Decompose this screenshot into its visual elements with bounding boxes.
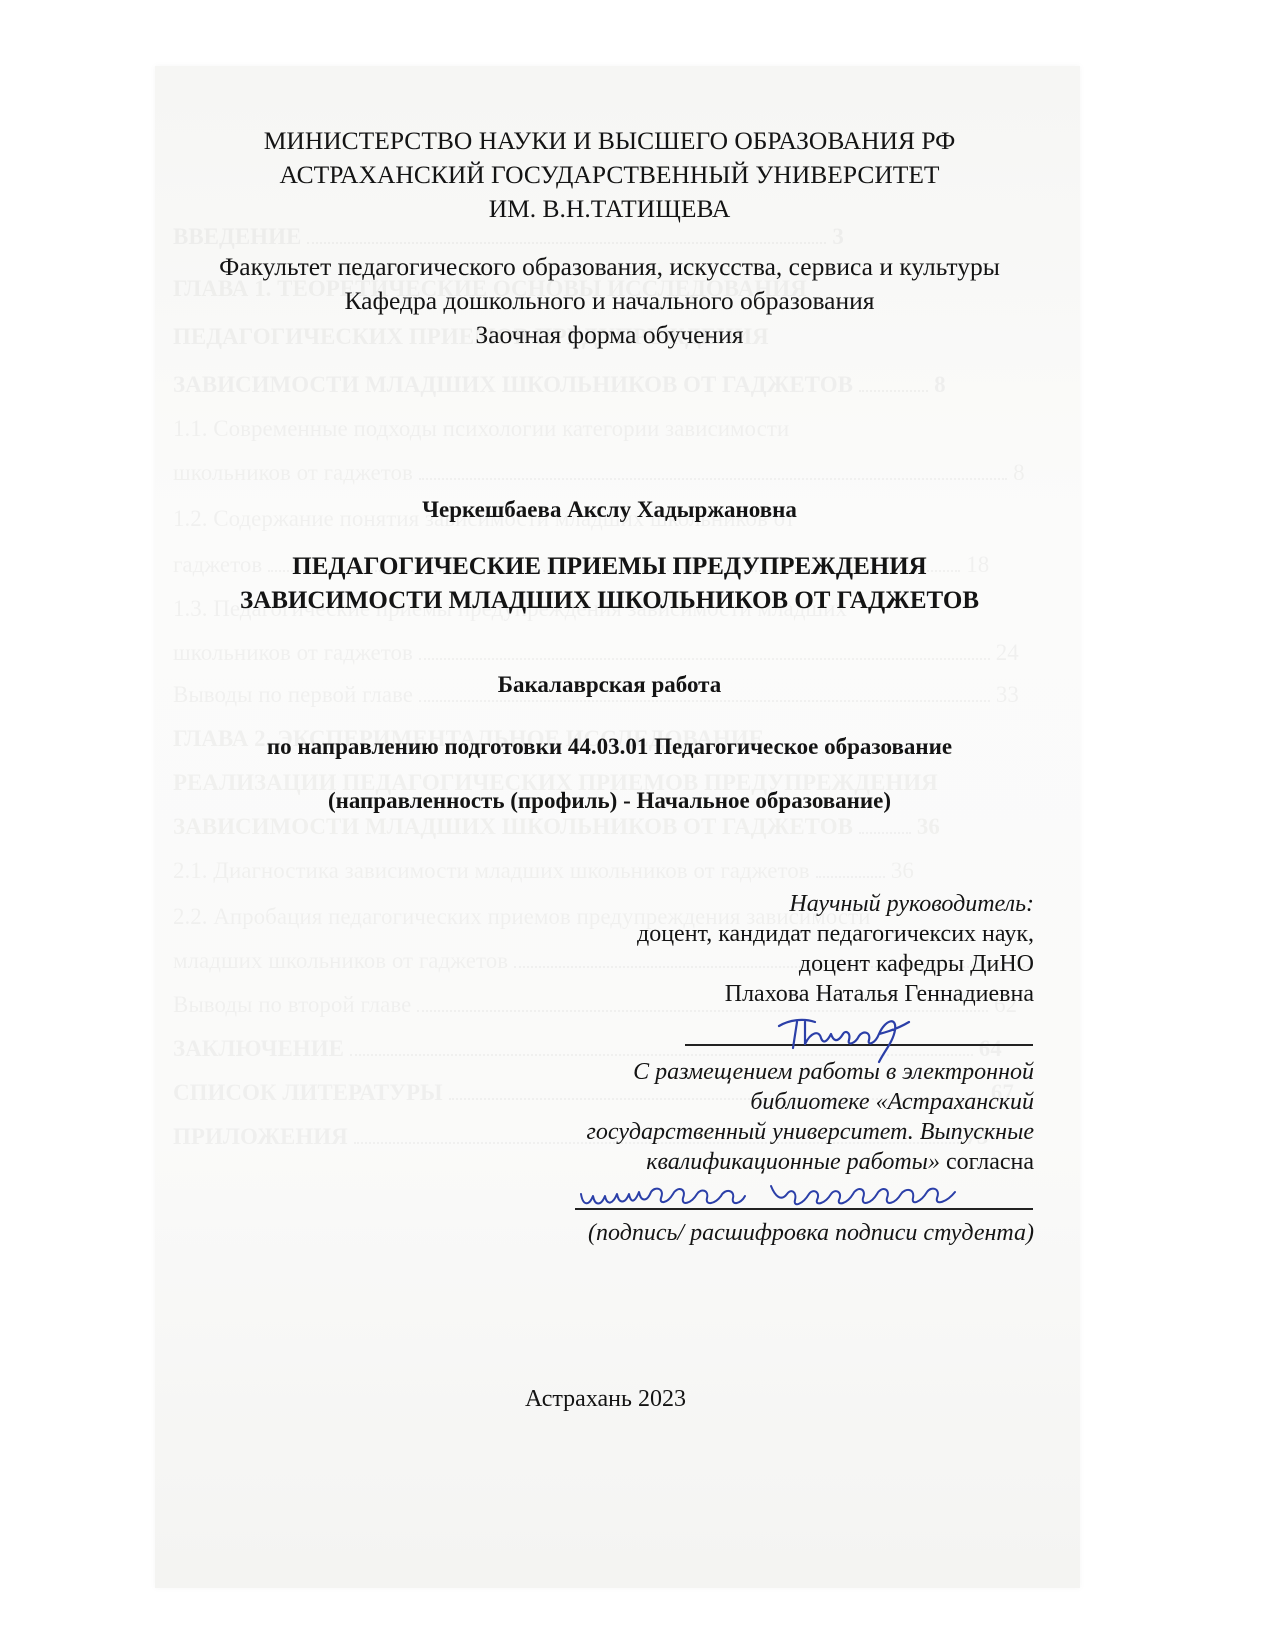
- bleed-through-line: [173, 416, 1038, 442]
- bleed-through-line: [173, 372, 1038, 398]
- student-signature-caption: (подпись/ расшифровка подписи студента): [588, 1220, 1034, 1246]
- supervisor-name: Плахова Наталья Геннадиевна: [724, 981, 1034, 1007]
- consent-line-4-rest: согласна: [939, 1149, 1034, 1175]
- study-direction: по направлению подготовки 44.03.01 Педагогическое образование: [266, 734, 953, 759]
- ministry-line: МИНИСТЕРСТВО НАУКИ И ВЫСШЕГО ОБРАЗОВАНИЯ РФ: [263, 126, 956, 155]
- supervisor-signature: [775, 1004, 915, 1064]
- thesis-title-line-2: ЗАВИСИМОСТИ МЛАДШИХ ШКОЛЬНИКОВ ОТ ГАДЖЕТОВ: [239, 587, 980, 614]
- consent-line-3: государственный университет. Выпускные: [586, 1119, 1034, 1145]
- bleed-through-line: [173, 640, 1038, 666]
- faculty-line: Факультет педагогического образования, искусства, сервиса и культуры: [219, 252, 1000, 281]
- student-signature: [575, 1176, 975, 1216]
- university-name-line: ИМ. В.Н.ТАТИЩЕВА: [488, 194, 731, 223]
- university-line: АСТРАХАНСКИЙ ГОСУДАРСТВЕННЫЙ УНИВЕРСИТЕТ: [279, 160, 940, 189]
- consent-line-4: [586, 1147, 1034, 1177]
- consent-block: [586, 1057, 1034, 1177]
- consent-line-1: С размещением работы в электронной: [633, 1059, 1034, 1085]
- institution-header: [155, 124, 1072, 226]
- supervisor-position-2: доцент кафедры ДиНО: [798, 951, 1034, 977]
- bleed-through-line: [173, 814, 1038, 840]
- consent-line-2: библиотеке «Астраханский: [750, 1089, 1034, 1115]
- city-year: Астрахань 2023: [525, 1386, 686, 1412]
- bleed-through-line: [173, 460, 1038, 486]
- author-name: Черкешбаева Акслу Хадыржановна: [422, 497, 797, 522]
- study-profile: (направленность (профиль) - Начальное образование): [327, 788, 892, 813]
- department-line: Кафедра дошкольного и начального образования: [344, 286, 875, 315]
- bleed-through-line: [173, 224, 1038, 250]
- thesis-title: [155, 550, 1072, 618]
- thesis-title-line-1: ПЕДАГОГИЧЕСКИЕ ПРИЕМЫ ПРЕДУПРЕЖДЕНИЯ: [292, 553, 927, 580]
- supervisor-label: Научный руководитель:: [789, 891, 1034, 917]
- consent-line-4-italic: квалификационные работы»: [646, 1149, 940, 1175]
- study-form-line: Заочная форма обучения: [475, 320, 744, 349]
- bleed-through-line: [173, 858, 1038, 884]
- document-page: [155, 66, 1080, 1588]
- work-type: Бакалаврская работа: [497, 672, 722, 697]
- supervisor-block: [637, 889, 1034, 1009]
- faculty-block: [155, 250, 1072, 352]
- supervisor-position-1: доцент, кандидат педагогичексих наук,: [636, 921, 1034, 947]
